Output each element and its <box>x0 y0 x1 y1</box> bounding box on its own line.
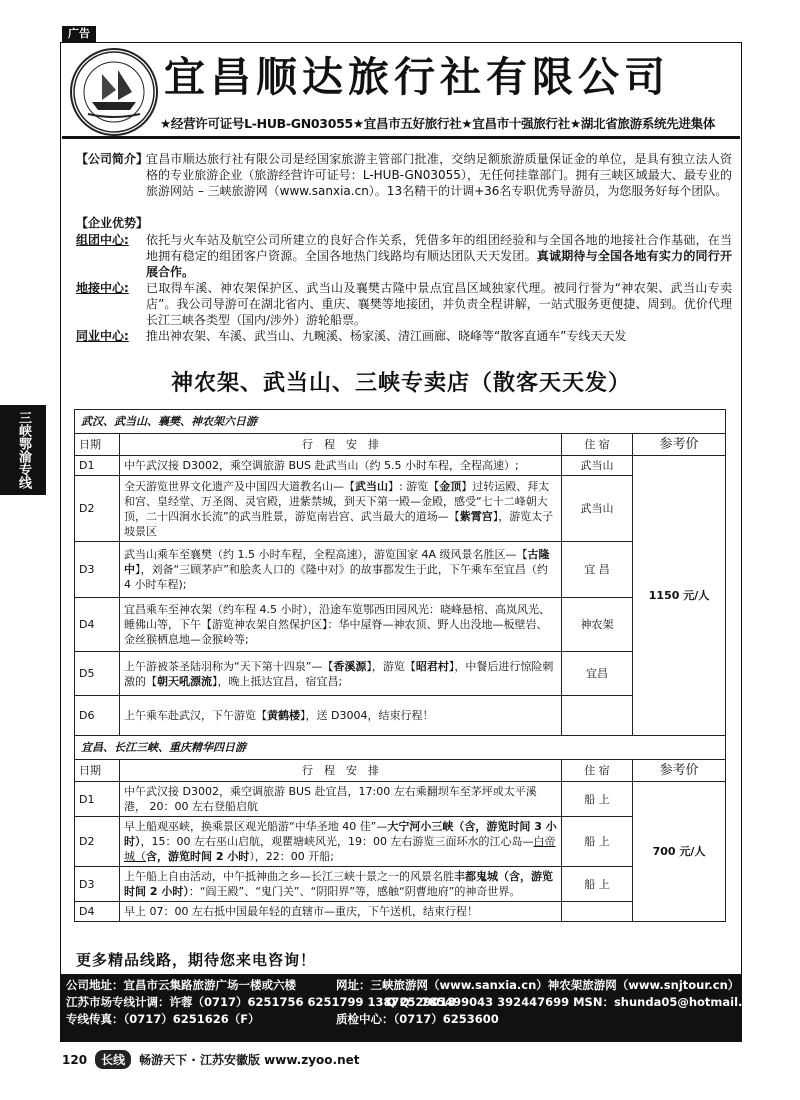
day-label: D2 <box>75 817 120 867</box>
day-schedule: 上午船上自由活动，中午抵神曲之乡—长江三峡十景之一的风景名胜丰都鬼城（含，游览时间 2 小时）：“阎王殿”、“鬼门关”、“阴阳界”等，感触“阴曹地府”的神奇世界。 <box>120 867 562 902</box>
advantage-text-group: 依托与火车站及航空公司所建立的良好合作关系，凭借多年的组团经验和与全国各地的地接社合作基础，在当地拥有稳定的组团客户资源。全国各地热门线路均有顺达团队天天发团。真诚期待与全国各地有实力的同行开展合作。 <box>146 233 732 279</box>
company-name: 宜昌顺达旅行社有限公司 <box>164 53 670 101</box>
route1-price: 1150 元/人 <box>633 456 726 736</box>
day-stay: 宜 昌 <box>562 542 633 598</box>
day-stay: 神农架 <box>562 598 633 652</box>
company-logo <box>70 48 158 136</box>
page-footer <box>62 1050 360 1069</box>
footer-text: 畅游天下 · 江苏安徽版 www.zyoo.net <box>139 1053 360 1067</box>
day-label: D3 <box>75 542 120 598</box>
contact-address: 公司地址：宜昌市云集路旅游广场一楼或六楼 <box>66 978 296 992</box>
day-label: D1 <box>75 782 120 817</box>
certification-line: ★经营许可证号L-HUB-GN03055★宜昌市五好旅行社★宜昌市十强旅行社★湖北省旅游系统先进集体 <box>160 116 716 131</box>
day-schedule: 宜昌乘车至神农架（约车程 4.5 小时），沿途车览鄂西田园风光：晓峰悬棺、高岚风光、睡佛山等，下午【游览神农架自然保护区】：华中屋脊—神农顶、野人出没地—板壁岩、金丝猴栖息地—金猴岭等; <box>120 598 562 652</box>
day-schedule: 早上 07：00 左右抵中国最年轻的直辖市—重庆，下午送机，结束行程！ <box>120 902 562 922</box>
day-label: D2 <box>75 476 120 542</box>
advantage-text-peer: 推出神农架、车溪、武当山、九畹溪、杨家溪、清江画廊、晓峰等“散客直通车”专线天天发 <box>146 329 627 343</box>
day-stay <box>562 902 633 922</box>
itinerary-container <box>74 409 726 922</box>
more-routes-slogan: 更多精品线路，期待您来电咨询！ <box>76 951 317 969</box>
day-stay: 船 上 <box>562 867 633 902</box>
advantage-label-local: 地接中心: <box>76 281 129 295</box>
header-rule <box>62 136 740 139</box>
route2-price: 700 元/人 <box>633 782 726 922</box>
side-tab: 三峡鄂渝专线 <box>0 405 46 495</box>
day-stay: 船 上 <box>562 817 633 867</box>
day-stay: 船 上 <box>562 782 633 817</box>
day-label: D1 <box>75 456 120 476</box>
day-schedule: 上午乘车赴武汉，下午游览【黄鹤楼】，送 D3004，结束行程！ <box>120 696 562 736</box>
section-title: 神农架、武当山、三峡专卖店（散客天天发） <box>170 371 631 396</box>
day-stay <box>562 696 633 736</box>
advantage-text-local: 已取得车溪、神农架保护区、武当山及襄樊古隆中景点宜昌区域独家代理。被同行誉为“神农架、武当山专卖店”。我公司导游可在湖北省内、重庆、襄樊等地接团，并负责全程讲解，一站式服务更便捷、周到。优价代理长江三峡各类型（国内/涉外）游轮船票。 <box>146 281 732 327</box>
contact-jiangsu: 江苏市场专线计调：许蓉（0717）6251756 6251799 13872529018 <box>66 995 456 1009</box>
day-schedule: 武当山乘车至襄樊（约 1.5 小时车程，全程高速），游览国家 4A 级风景名胜区—【古隆中】，刘备“三顾茅庐”和脍炙人口的《隆中对》的故事都发生于此，下午乘车至宜昌（约 4 小时车程); <box>120 542 562 598</box>
header-price: 参考价 <box>633 434 726 456</box>
day-schedule: 全天游览世界文化遗产及中国四大道教名山—【武当山】: 游览【金顶】过转运殿、拜太和宫、皇经堂、万圣阁、灵官殿，进紫禁城，到天下第一殿—金殿，感受“七十二峰朝大顶，二十四涧水长流”的武当胜景，游览南岩宫、武当最大的道场—【紫霄宫】，游览太子坡景区 <box>120 476 562 542</box>
header-stay: 住 宿 <box>562 434 633 456</box>
intro-label: 【公司简介】 <box>76 152 149 166</box>
day-schedule: 中午武汉接 D3002，乘空调旅游 BUS 赴宜昌，17:00 左右乘翻坝车至茅坪或太平溪港， 20：00 左右登船启航 <box>120 782 562 817</box>
advantage-label: 【企业优势】 <box>76 216 149 230</box>
day-schedule: 中午武汉接 D3002，乘空调旅游 BUS 赴武当山（约 5.5 小时车程，全程高速）; <box>120 456 562 476</box>
itinerary-table <box>74 409 726 922</box>
route1-title: 武汉、武当山、襄樊、神农架六日游 <box>75 410 726 434</box>
advantage-label-peer: 同业中心: <box>76 329 129 343</box>
day-stay: 武当山 <box>562 456 633 476</box>
contact-website: 网址：三峡旅游网（www.sanxia.cn）神农架旅游网（www.snjtour.cn） <box>336 978 740 992</box>
advantage-label-group: 组团中心: <box>76 233 129 247</box>
header-price: 参考价 <box>633 760 726 782</box>
day-schedule: 早上船观巫峡，换乘景区观光船游“中华圣地 40 佳”—大宁河小三峡（含，游览时间 3 小时），15：00 左右巫山启航，观瞿塘峡风光，19：00 左右游览三面环水的江心岛—白帝城（含，游览时间 2 小时），22：00 开船; <box>120 817 562 867</box>
header-stay: 住 宿 <box>562 760 633 782</box>
footer-badge: 长线 <box>95 1050 131 1069</box>
page-number: 120 <box>62 1052 88 1067</box>
day-stay: 宜昌 <box>562 652 633 696</box>
intro-text: 宜昌市顺达旅行社有限公司是经国家旅游主管部门批准，交纳足额旅游质量保证金的单位，是具有独立法人资格的专业旅游企业（旅游经营许可证号：L-HUB-GN03055），无任何挂靠部门。拥有三峡区域最大、最专业的旅游网站 – 三峡旅游网（www.sanxia.cn）。13名精干的计调+36名专职优秀导游员，为您服务好每个团队。 <box>146 152 732 198</box>
route2-title: 宜昌、长江三峡、重庆精华四日游 <box>75 736 726 760</box>
ad-tag: 广告 <box>62 26 96 42</box>
header-day: 日期 <box>75 434 120 456</box>
day-label: D6 <box>75 696 120 736</box>
contact-fax: 专线传真：（0717）6251626（F） <box>66 1012 260 1026</box>
header-schedule: 行 程 安 排 <box>120 760 562 782</box>
contact-qq-msn: Q Q：785499043 392447699 MSN：shunda05@hotmail.com <box>386 995 770 1009</box>
contact-supervision: 质检中心：（0717）6253600 <box>336 1012 499 1026</box>
day-label: D5 <box>75 652 120 696</box>
day-label: D4 <box>75 598 120 652</box>
day-stay: 武当山 <box>562 476 633 542</box>
day-schedule: 上午游被茶圣陆羽称为“天下第十四泉”—【香溪源】，游览【昭君村】，中餐后进行惊险刺激的【朝天吼漂流】，晚上抵达宜昌，宿宜昌; <box>120 652 562 696</box>
ship-icon <box>72 50 156 134</box>
day-label: D4 <box>75 902 120 922</box>
header-day: 日期 <box>75 760 120 782</box>
contact-bar <box>60 974 770 1042</box>
header-schedule: 行 程 安 排 <box>120 434 562 456</box>
day-label: D3 <box>75 867 120 902</box>
